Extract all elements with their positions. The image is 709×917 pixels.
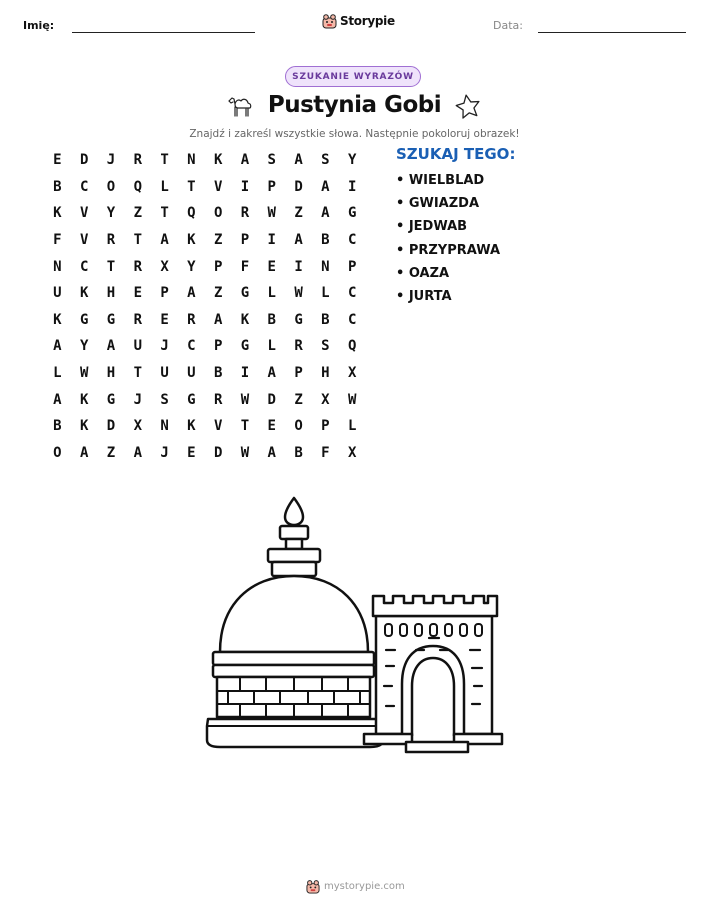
grid-cell[interactable]: P <box>213 338 223 355</box>
grid-cell[interactable]: O <box>213 205 223 222</box>
grid-cell[interactable]: A <box>267 444 276 461</box>
activity-badge: SZUKANIE WYRAZÓW <box>285 66 421 87</box>
grid-cell[interactable]: A <box>53 338 62 355</box>
grid-cell[interactable]: S <box>160 391 169 408</box>
grid-cell[interactable]: A <box>294 232 303 249</box>
grid-cell[interactable]: A <box>294 152 303 169</box>
grid-cell[interactable]: Z <box>213 285 223 302</box>
grid-cell[interactable]: Z <box>133 205 142 222</box>
grid-cell[interactable]: S <box>267 152 276 169</box>
word-list-item: • GWIAZDA <box>396 196 480 212</box>
word-list-item: • WIELBLAD <box>396 173 485 188</box>
grid-cell[interactable]: C <box>79 258 89 275</box>
grid-cell[interactable]: G <box>187 391 196 408</box>
grid-cell[interactable]: A <box>106 338 116 355</box>
stupa-and-tower-illustration <box>200 490 510 765</box>
grid-cell[interactable]: V <box>213 178 223 195</box>
grid-cell[interactable]: I <box>347 178 357 195</box>
storypie-logo-icon <box>306 879 320 894</box>
footer-url[interactable]: mystorypie.com <box>324 881 405 892</box>
grid-cell[interactable]: A <box>79 444 89 461</box>
grid-cell[interactable]: T <box>160 205 169 222</box>
grid-cell[interactable]: E <box>267 418 276 435</box>
grid-cell[interactable]: T <box>160 152 169 169</box>
grid-cell[interactable]: C <box>347 311 357 328</box>
grid-cell[interactable]: L <box>321 285 330 302</box>
grid-cell[interactable]: H <box>106 365 116 382</box>
grid-cell[interactable]: Y <box>79 338 89 355</box>
grid-cell[interactable]: G <box>294 311 303 328</box>
grid-cell[interactable]: A <box>53 391 62 408</box>
grid-cell[interactable]: B <box>267 311 276 328</box>
grid-cell[interactable]: Z <box>213 232 223 249</box>
grid-cell[interactable]: Z <box>106 444 116 461</box>
grid-cell[interactable]: D <box>294 178 303 195</box>
grid-cell[interactable]: J <box>133 391 142 408</box>
grid-cell[interactable]: D <box>267 391 276 408</box>
grid-cell[interactable]: T <box>133 365 142 382</box>
grid-cell[interactable]: K <box>187 232 196 249</box>
grid-cell[interactable]: W <box>240 391 250 408</box>
grid-cell[interactable]: F <box>53 232 62 249</box>
grid-cell[interactable]: K <box>79 418 89 435</box>
brand <box>322 13 395 29</box>
grid-cell[interactable]: S <box>321 338 330 355</box>
grid-cell[interactable]: R <box>294 338 303 355</box>
grid-cell[interactable]: H <box>106 285 116 302</box>
grid-cell[interactable]: I <box>267 232 276 249</box>
grid-cell[interactable]: K <box>187 418 196 435</box>
grid-cell[interactable]: R <box>240 205 250 222</box>
grid-cell[interactable]: L <box>347 418 357 435</box>
word-list <box>396 172 500 311</box>
grid-cell[interactable]: R <box>187 311 196 328</box>
grid-cell[interactable]: A <box>133 444 142 461</box>
grid-cell[interactable]: N <box>187 152 196 169</box>
star-icon <box>453 92 483 120</box>
grid-cell[interactable]: N <box>53 258 62 275</box>
grid-cell[interactable]: L <box>53 365 62 382</box>
grid-cell[interactable]: Q <box>187 205 196 222</box>
word-list-title: SZUKAJ TEGO: <box>396 145 516 163</box>
date-label: Data: <box>493 19 523 32</box>
grid-cell[interactable]: V <box>79 205 89 222</box>
grid-cell[interactable]: H <box>321 365 330 382</box>
grid-cell[interactable]: G <box>347 205 357 222</box>
grid-cell[interactable]: V <box>213 418 223 435</box>
grid-cell[interactable]: W <box>240 444 250 461</box>
grid-cell[interactable]: I <box>240 365 250 382</box>
grid-cell[interactable]: E <box>187 444 196 461</box>
grid-cell[interactable]: A <box>160 232 169 249</box>
grid-cell[interactable]: K <box>79 285 89 302</box>
grid-cell[interactable]: G <box>106 311 116 328</box>
grid-cell[interactable]: E <box>53 152 62 169</box>
grid-cell[interactable]: K <box>53 205 62 222</box>
grid-cell[interactable]: Z <box>294 205 303 222</box>
grid-cell[interactable]: E <box>267 258 276 275</box>
name-label: Imię: <box>23 19 55 32</box>
footer <box>306 879 405 894</box>
grid-cell[interactable]: U <box>53 285 62 302</box>
grid-cell[interactable]: G <box>240 338 250 355</box>
grid-cell[interactable]: W <box>267 205 276 222</box>
grid-cell[interactable]: C <box>347 232 357 249</box>
grid-cell[interactable]: X <box>321 391 330 408</box>
grid-cell[interactable]: A <box>321 205 330 222</box>
word-list-item: • OAZA <box>396 265 450 281</box>
grid-cell[interactable]: P <box>294 365 303 382</box>
grid-cell[interactable]: K <box>79 391 89 408</box>
grid-cell[interactable]: K <box>53 311 62 328</box>
storypie-logo-icon <box>322 13 337 29</box>
grid-cell[interactable]: O <box>106 178 116 195</box>
grid-cell[interactable]: L <box>267 285 276 302</box>
grid-cell[interactable]: P <box>240 232 250 249</box>
grid-cell[interactable]: V <box>79 232 89 249</box>
grid-cell[interactable]: C <box>187 338 196 355</box>
grid-cell[interactable]: W <box>347 391 357 408</box>
grid-cell[interactable]: B <box>321 232 330 249</box>
grid-cell[interactable]: D <box>106 418 116 435</box>
grid-cell[interactable]: C <box>79 178 89 195</box>
grid-cell[interactable]: K <box>213 152 223 169</box>
word-list-item: • PRZYPRAWA <box>396 242 501 258</box>
grid-cell[interactable]: C <box>347 285 357 302</box>
grid-cell[interactable]: Z <box>294 391 303 408</box>
grid-cell[interactable]: F <box>240 258 250 275</box>
grid-cell[interactable]: Q <box>133 178 142 195</box>
grid-cell[interactable]: Y <box>106 205 116 222</box>
grid-cell[interactable]: U <box>160 365 169 382</box>
grid-cell[interactable]: J <box>106 152 116 169</box>
grid-cell[interactable]: I <box>240 178 250 195</box>
word-list-item: • JURTA <box>396 288 452 304</box>
grid-cell[interactable]: U <box>133 338 142 355</box>
grid-cell[interactable]: Q <box>347 338 357 355</box>
grid-cell[interactable]: O <box>53 444 62 461</box>
grid-cell[interactable]: A <box>321 178 330 195</box>
grid-cell[interactable]: G <box>79 311 89 328</box>
grid-cell[interactable]: N <box>321 258 330 275</box>
grid-cell[interactable]: A <box>267 365 276 382</box>
grid-cell[interactable]: T <box>240 418 250 435</box>
grid-cell[interactable]: T <box>106 258 116 275</box>
grid-cell[interactable]: P <box>267 178 276 195</box>
grid-cell[interactable]: U <box>187 365 196 382</box>
grid-cell[interactable]: B <box>213 365 223 382</box>
grid-cell[interactable]: A <box>240 152 250 169</box>
grid-cell[interactable]: W <box>294 285 303 302</box>
name-line[interactable] <box>72 32 255 33</box>
grid-cell[interactable]: T <box>133 232 142 249</box>
page-title: Pustynia Gobi <box>267 92 442 118</box>
grid-cell[interactable]: L <box>267 338 276 355</box>
word-search-grid <box>44 147 366 466</box>
grid-cell[interactable]: X <box>347 365 357 382</box>
grid-cell[interactable]: E <box>160 311 169 328</box>
grid-cell[interactable]: B <box>53 418 62 435</box>
grid-cell[interactable]: G <box>106 391 116 408</box>
grid-cell[interactable]: P <box>321 418 330 435</box>
grid-cell[interactable]: P <box>160 285 169 302</box>
grid-cell[interactable]: N <box>160 418 169 435</box>
grid-cell[interactable]: L <box>160 178 169 195</box>
grid-cell[interactable]: Y <box>347 152 357 169</box>
grid-cell[interactable]: K <box>240 311 250 328</box>
date-line[interactable] <box>538 32 686 33</box>
grid-cell[interactable]: D <box>213 444 223 461</box>
grid-cell[interactable]: I <box>294 258 303 275</box>
grid-cell[interactable]: R <box>106 232 116 249</box>
grid-cell[interactable]: B <box>321 311 330 328</box>
grid-cell[interactable]: J <box>160 444 169 461</box>
grid-cell[interactable]: B <box>294 444 303 461</box>
grid-cell[interactable]: P <box>213 258 223 275</box>
grid-cell[interactable]: X <box>133 418 142 435</box>
grid-cell[interactable]: R <box>133 152 142 169</box>
instructions: Znajdź i zakreśl wszystkie słowa. Następnie pokoloruj obrazek! <box>189 128 520 140</box>
grid-cell[interactable]: O <box>294 418 303 435</box>
grid-cell[interactable]: D <box>79 152 89 169</box>
grid-cell[interactable]: S <box>321 152 330 169</box>
grid-cell[interactable]: R <box>213 391 223 408</box>
grid-cell[interactable]: A <box>213 311 223 328</box>
grid-cell[interactable]: Y <box>187 258 196 275</box>
grid-cell[interactable]: F <box>321 444 330 461</box>
grid-cell[interactable]: R <box>133 258 142 275</box>
grid-cell[interactable]: T <box>187 178 196 195</box>
grid-cell[interactable]: A <box>187 285 196 302</box>
grid-cell[interactable]: B <box>53 178 62 195</box>
word-list-item: • JEDWAB <box>396 219 468 235</box>
grid-cell[interactable]: R <box>133 311 142 328</box>
grid-cell[interactable]: G <box>240 285 250 302</box>
grid-cell[interactable]: W <box>79 365 89 382</box>
grid-cell[interactable]: P <box>347 258 357 275</box>
brand-name: Storypie <box>340 14 395 28</box>
grid-cell[interactable]: X <box>347 444 357 461</box>
grid-cell[interactable]: J <box>160 338 169 355</box>
grid-cell[interactable]: X <box>160 258 169 275</box>
grid-cell[interactable]: E <box>133 285 142 302</box>
